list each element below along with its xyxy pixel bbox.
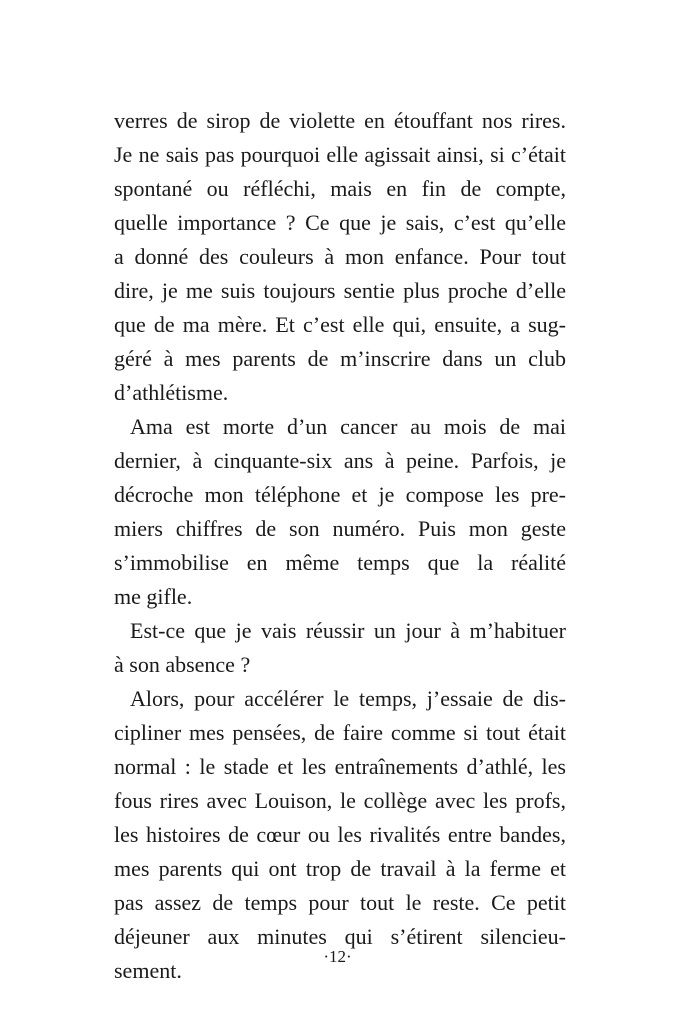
text-line: a donné des couleurs à mon enfance. Pour tout [114, 244, 566, 269]
text-line: Je ne sais pas pourquoi elle agissait ainsi, si c’était [114, 142, 566, 167]
text-line: miers chiffres de son numéro. Puis mon geste [114, 516, 566, 541]
text-line: quelle importance ? Ce que je sais, c’est qu’elle [114, 210, 566, 235]
text-line: que de ma mère. Et c’est elle qui, ensuite, a sug- [114, 312, 566, 337]
text-line: géré à mes parents de m’inscrire dans un club [114, 346, 566, 371]
text-line: fous rires avec Louison, le collège avec les profs, [114, 788, 566, 813]
text-line: dernier, à cinquante-six ans à peine. Parfois, je [114, 448, 566, 473]
text-line: s’immobilise en même temps que la réalité [114, 550, 566, 575]
text-line: Est-ce que je vais réussir un jour à m’habituer [130, 618, 566, 643]
text-line: à son absence ? [114, 652, 251, 677]
text-line: pas assez de temps pour tout le reste. Ce petit [114, 890, 566, 915]
text-line: les histoires de cœur ou les rivalités entre bandes, [114, 822, 566, 847]
text-line: normal : le stade et les entraînements d’athlé, les [114, 754, 566, 779]
text-line: déjeuner aux minutes qui s’étirent silencieu- [114, 924, 566, 949]
paragraph-2 [114, 410, 566, 614]
paragraph-1 [114, 104, 566, 410]
text-line: décroche mon téléphone et je compose les pre- [114, 482, 566, 507]
text-line: sement. [114, 958, 182, 983]
text-line: Ama est morte d’un cancer au mois de mai [130, 414, 566, 439]
text-line: Alors, pour accélérer le temps, j’essaie de dis- [130, 686, 566, 711]
paragraph-3 [114, 614, 566, 682]
text-line: dire, je me suis toujours sentie plus proche d’elle [114, 278, 566, 303]
page-number: ·12· [323, 947, 352, 966]
text-line: mes parents qui ont trop de travail à la ferme et [114, 856, 566, 881]
text-line: spontané ou réfléchi, mais en fin de compte, [114, 176, 566, 201]
body-text [114, 104, 566, 988]
text-line: me gifle. [114, 584, 193, 609]
text-line: cipliner mes pensées, de faire comme si tout était [114, 720, 566, 745]
text-line: verres de sirop de violette en étouffant nos rires. [114, 108, 566, 133]
text-line: d’athlétisme. [114, 380, 229, 405]
